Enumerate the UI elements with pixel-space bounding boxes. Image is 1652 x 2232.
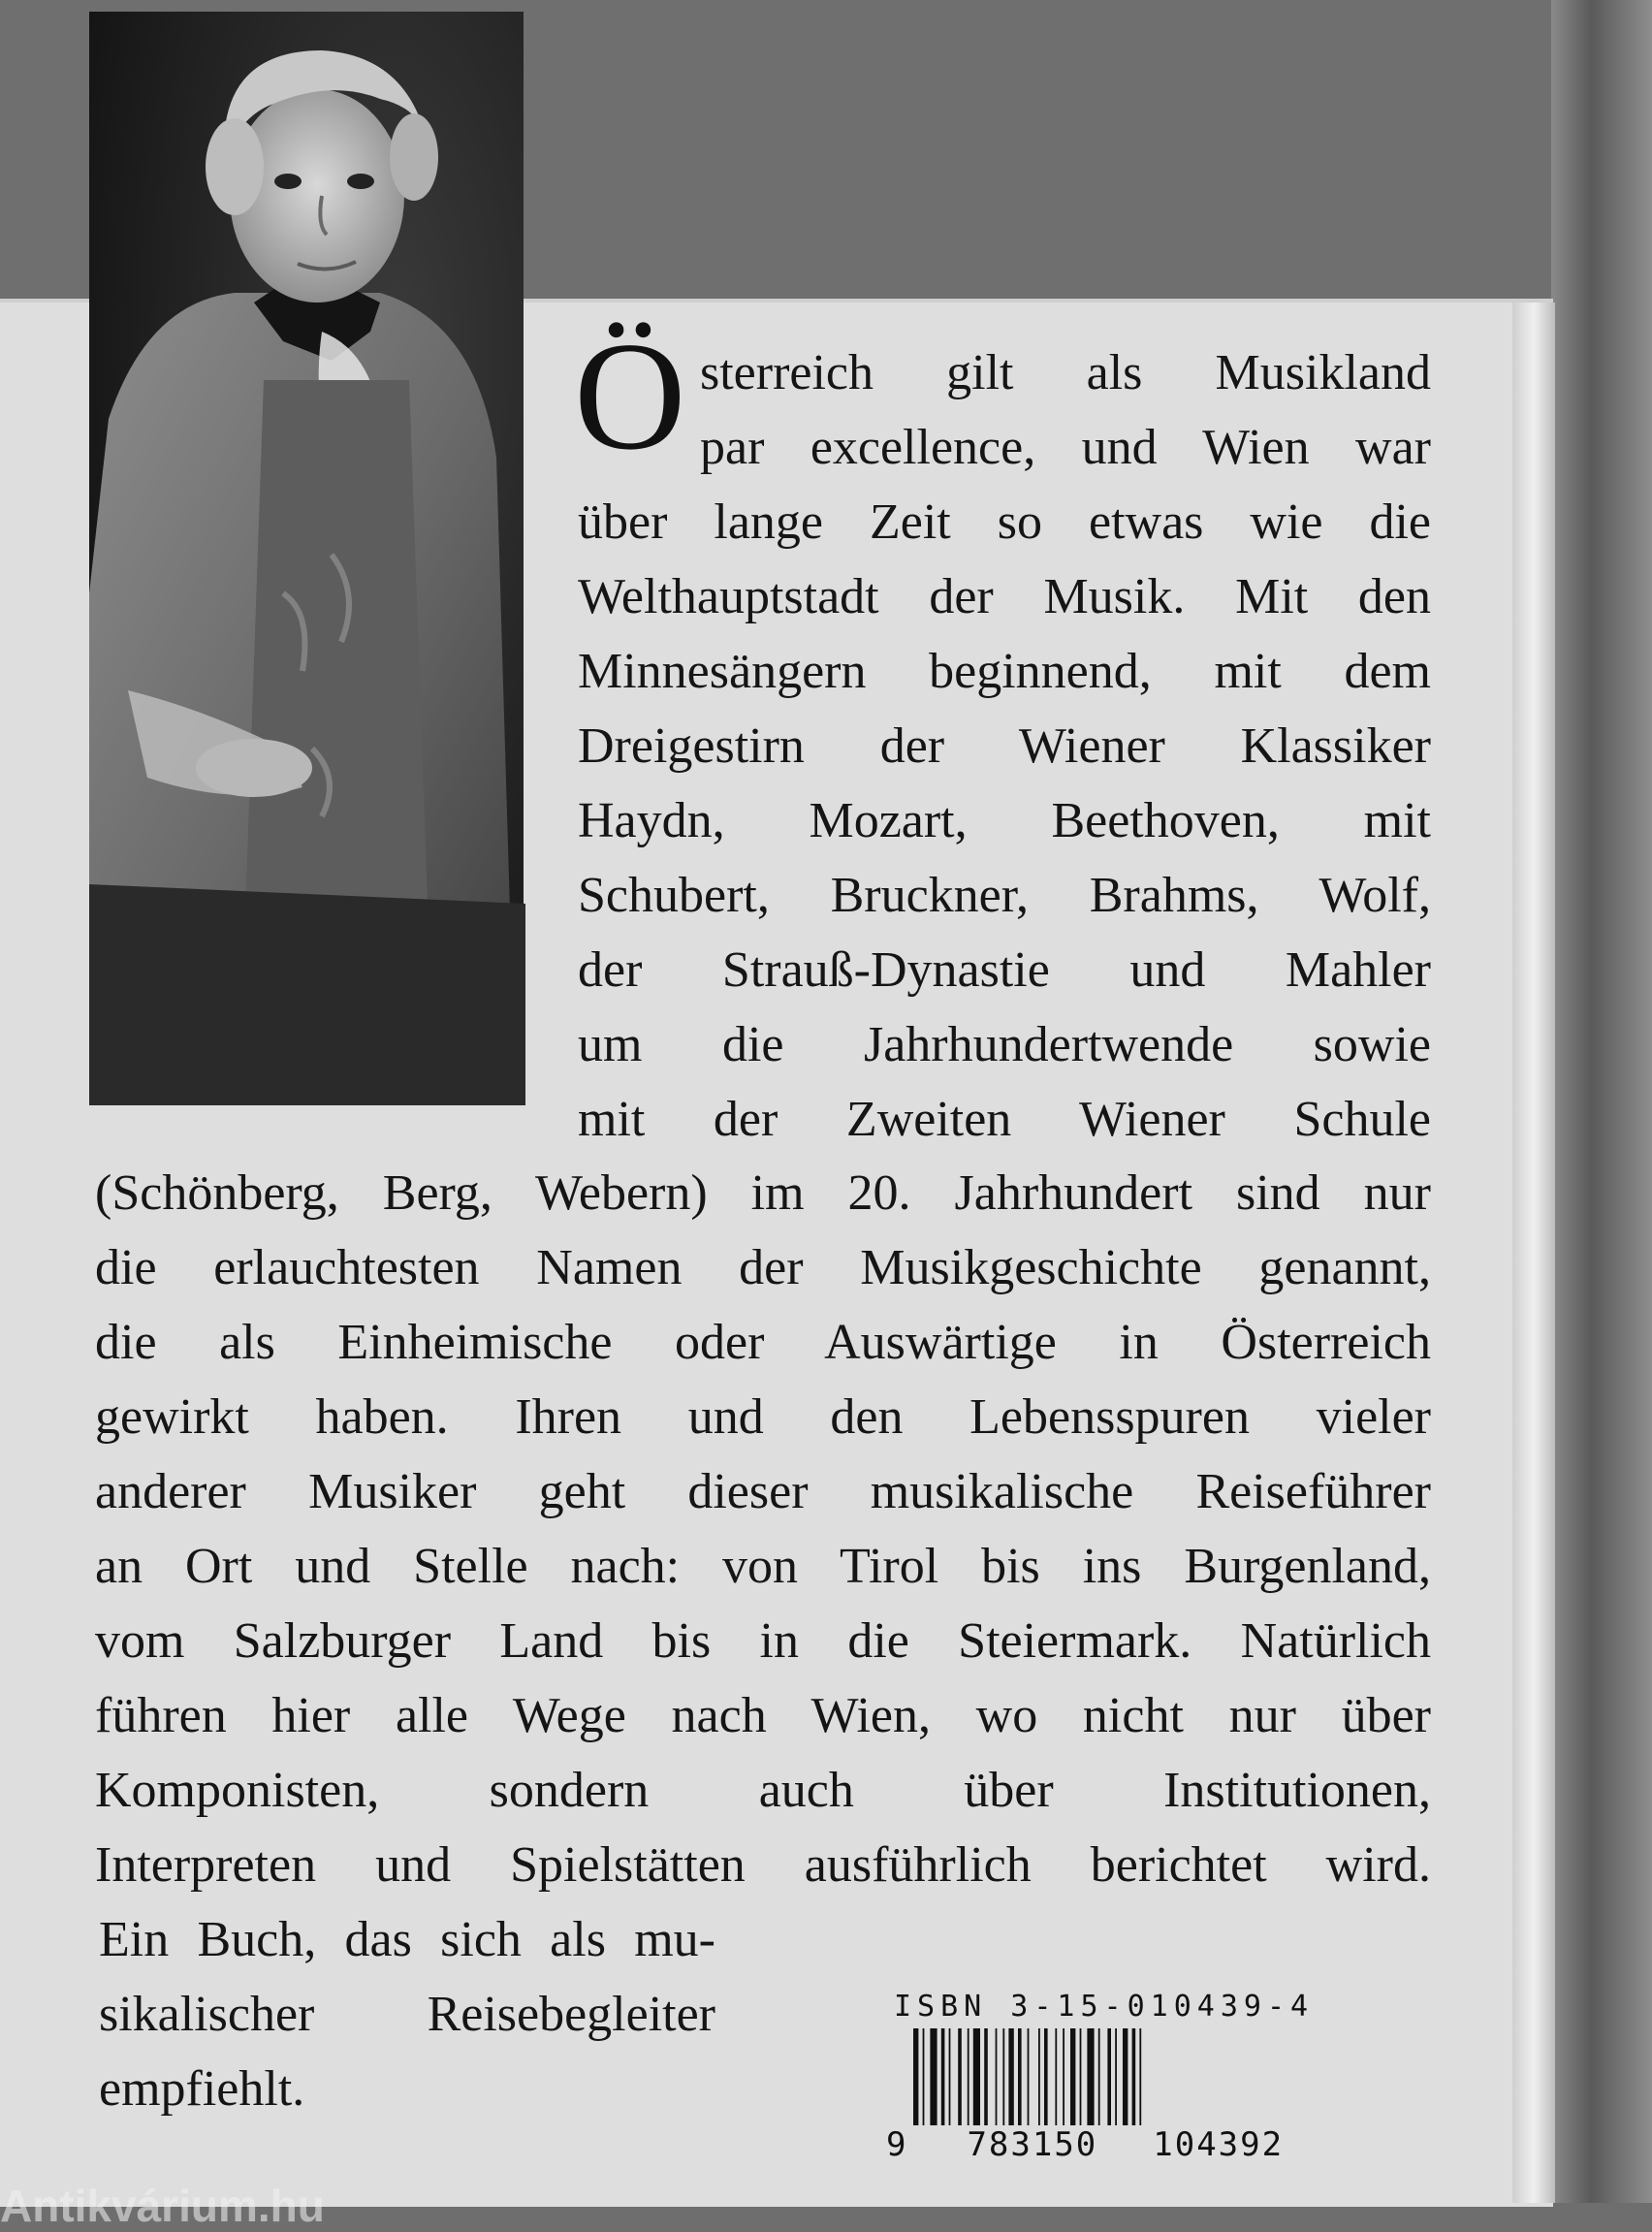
- blurb-line: empfiehlt.: [99, 2061, 305, 2117]
- ean-digit-group: 9: [886, 2125, 908, 2164]
- blurb-line: die als Einheimische oder Auswärtige in Österreich: [95, 1315, 1431, 1370]
- blurb-line: Dreigestirn der Wiener Klassiker: [578, 718, 1431, 774]
- blurb-line: der Strauß-Dynastie und Mahler: [578, 942, 1431, 998]
- blurb-line: Welthauptstadt der Musik. Mit den: [578, 569, 1431, 624]
- book-edge: [1551, 0, 1652, 2203]
- blurb-closing-block: [99, 1902, 715, 2126]
- blurb-line: führen hier alle Wege nach Wien, wo nicht nur über: [95, 1688, 1431, 1743]
- blurb-line: Komponisten, sondern auch über Institutionen,: [95, 1763, 1431, 1818]
- blurb-line: anderer Musiker geht dieser musikalische Reiseführer: [95, 1464, 1431, 1519]
- blurb-indented-block: [578, 335, 1431, 1157]
- blurb-line: vom Salzburger Land bis in die Steiermark. Natürlich: [95, 1613, 1431, 1669]
- blurb-line: Minnesängern beginnend, mit dem: [578, 644, 1431, 699]
- blurb-full-width-block: [95, 1156, 1431, 1902]
- blurb-line: die erlauchtesten Namen der Musikgeschichte genannt,: [95, 1240, 1431, 1295]
- drop-capital: Ö: [574, 309, 686, 482]
- blurb-line: Schubert, Bruckner, Brahms, Wolf,: [578, 868, 1431, 923]
- portrait-illustration: [89, 12, 524, 1105]
- blurb-line: (Schönberg, Berg, Webern) im 20. Jahrhundert sind nur: [95, 1165, 1431, 1221]
- blurb-line: um die Jahrhundertwende sowie: [578, 1017, 1431, 1072]
- blurb-line: par excellence, und Wien war: [700, 420, 1431, 475]
- blurb-line: Ein Buch, das sich als mu-: [99, 1912, 715, 1967]
- jacket-fold: [1512, 303, 1555, 2203]
- watermark: Antikvárium.hu: [0, 2181, 325, 2231]
- blurb-line: an Ort und Stelle nach: von Tirol bis ins Burgenland,: [95, 1539, 1431, 1594]
- blurb-line: gewirkt haben. Ihren und den Lebensspuren vieler: [95, 1389, 1431, 1445]
- blurb-line: mit der Zweiten Wiener Schule: [578, 1092, 1431, 1147]
- blurb-line: Interpreten und Spielstätten ausführlich berichtet wird.: [95, 1837, 1431, 1893]
- ean-digit-group: 783150: [967, 2125, 1098, 2164]
- blurb-line: Haydn, Mozart, Beethoven, mit: [578, 793, 1431, 848]
- ean-digit-group: 104392: [1153, 2125, 1285, 2164]
- mozart-portrait: [89, 12, 524, 1105]
- isbn-label: ISBN 3-15-010439-4: [894, 1990, 1315, 2024]
- blurb-line: sterreich gilt als Musikland: [700, 345, 1431, 400]
- blurb-line: sikalischer Reisebegleiter: [99, 1987, 715, 2042]
- ean-digits: [884, 2125, 1286, 2164]
- blurb-line: über lange Zeit so etwas wie die: [578, 494, 1431, 550]
